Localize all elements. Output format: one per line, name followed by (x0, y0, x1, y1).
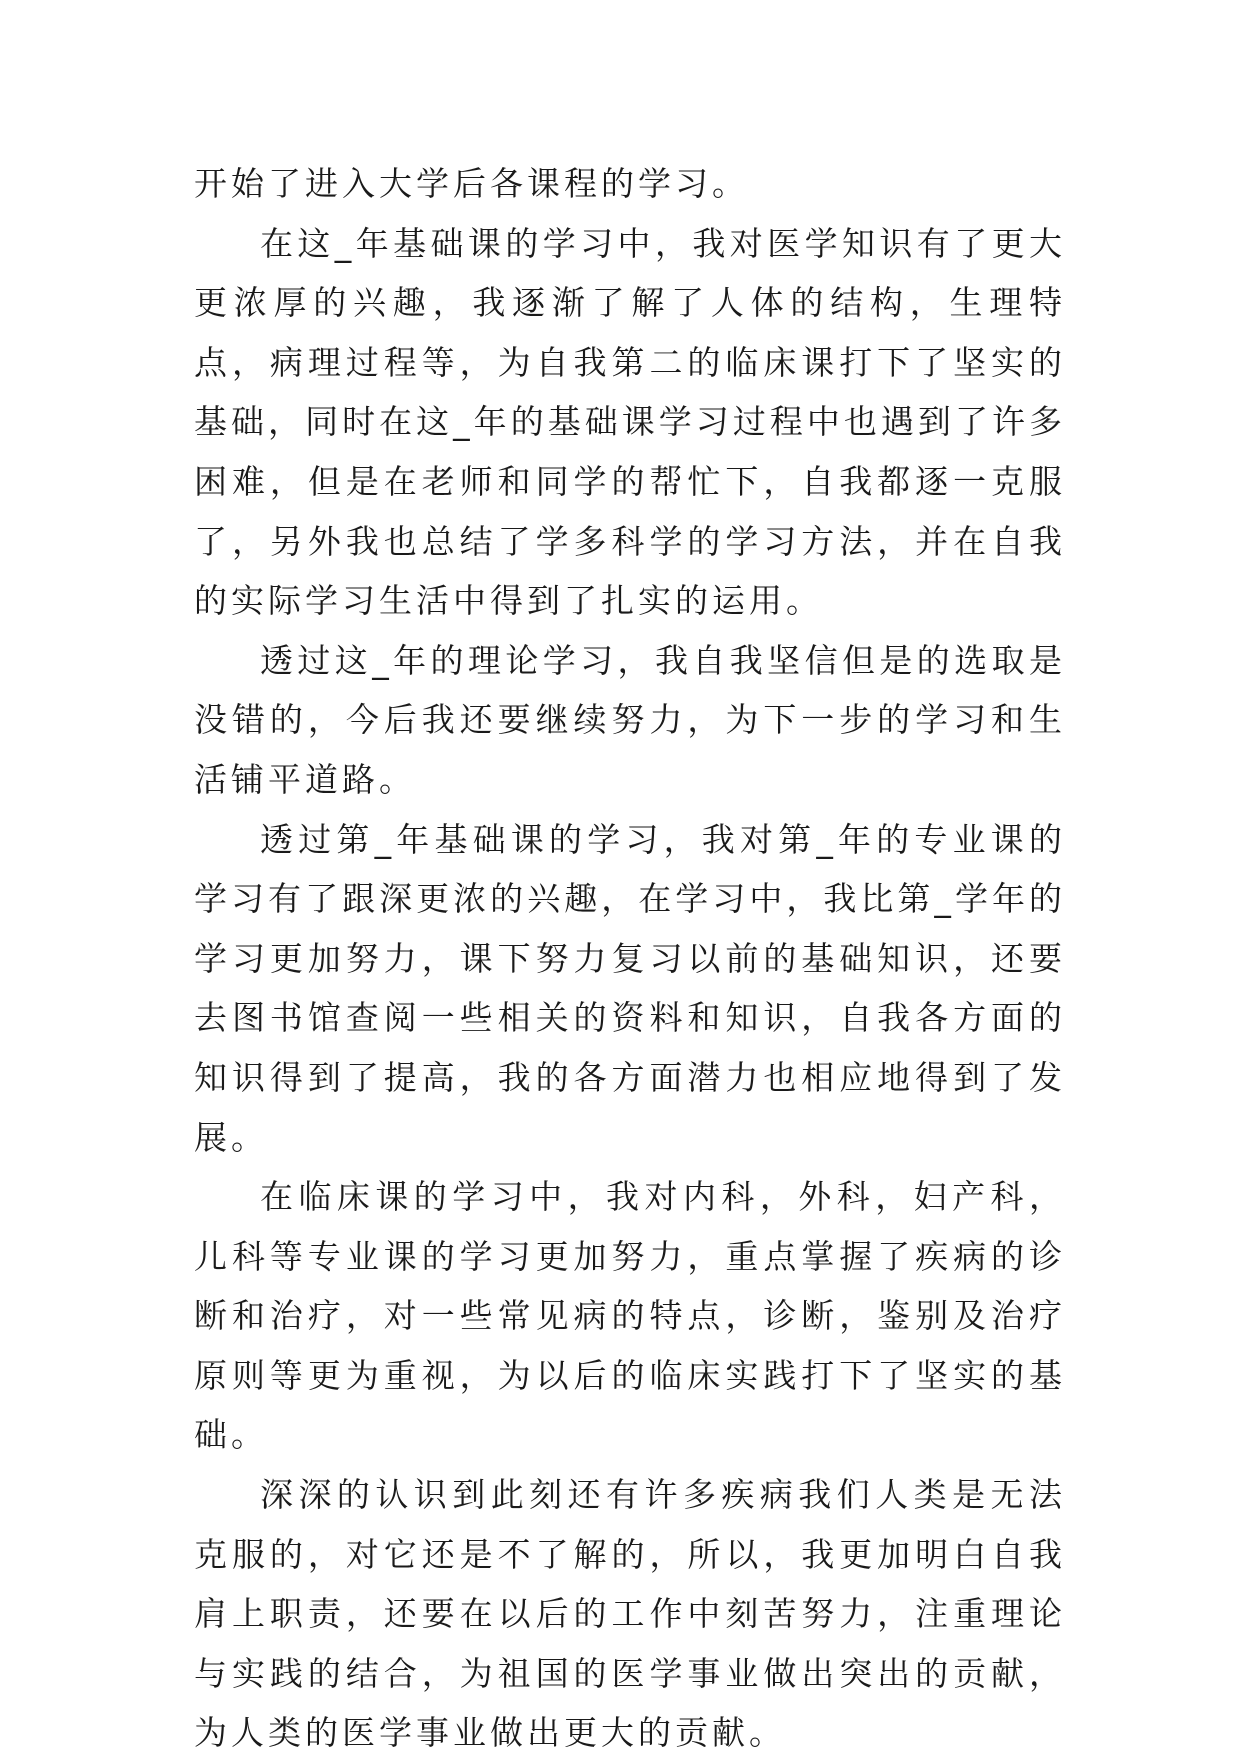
document-body (194, 154, 1066, 1763)
paragraph-continuation: 开始了进入大学后各课程的学习。 (194, 164, 749, 203)
paragraph-clinical-courses: 在临床课的学习中，我对内科，外科，妇产科，儿科等专业课的学习更加努力，重点掌握了疾病的诊断和治疗，对一些常见病的特点，诊断，鉴别及治疗原则等更为重视，为以后的临床实践打下了坚实的基础。 (194, 1177, 1066, 1455)
paragraph-theory-study: 透过这_年的理论学习，我自我坚信但是的选取是没错的，今后我还要继续努力，为下一步的学习和生活铺平道路。 (194, 640, 1066, 799)
paragraph-conclusion: 深深的认识到此刻还有许多疾病我们人类是无法克服的，对它还是不了解的，所以，我更加明白自我肩上职责，还要在以后的工作中刻苦努力，注重理论与实践的结合，为祖国的医学事业做出突出的贡献，为人类的医学事业做出更大的贡献。 (194, 1475, 1066, 1753)
paragraph-specialized-courses: 透过第_年基础课的学习，我对第_年的专业课的学习有了跟深更浓的兴趣，在学习中，我比第_学年的学习更加努力，课下努力复习以前的基础知识，还要去图书馆查阅一些相关的资料和知识，自我各方面的知识得到了提高，我的各方面潜力也相应地得到了发展。 (194, 819, 1066, 1157)
paragraph-basic-courses: 在这_年基础课的学习中，我对医学知识有了更大更浓厚的兴趣，我逐渐了解了人体的结构，生理特点，病理过程等，为自我第二的临床课打下了坚实的基础，同时在这_年的基础课学习过程中也遇到了许多困难，但是在老师和同学的帮忙下，自我都逐一克服了，另外我也总结了学多科学的学习方法，并在自我的实际学习生活中得到了扎实的运用。 (194, 223, 1066, 621)
